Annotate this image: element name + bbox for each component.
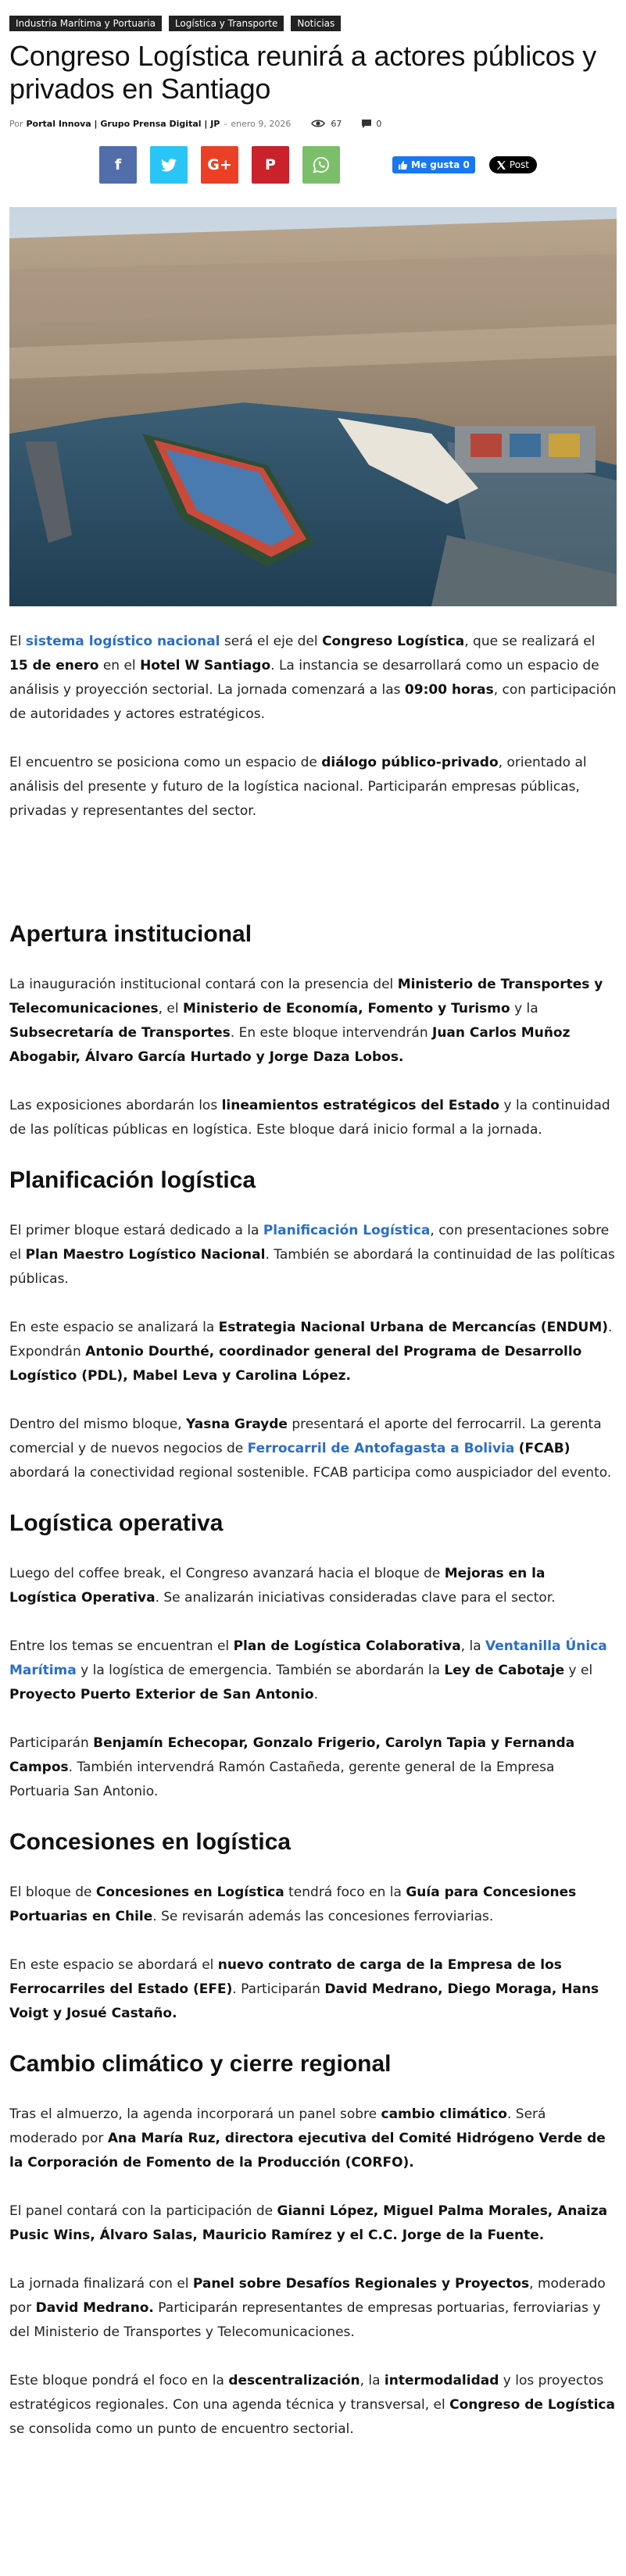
facebook-like-button[interactable]	[392, 156, 475, 173]
author-link[interactable]: Portal Innova | Grupo Prensa Digital | JP	[26, 118, 220, 129]
facebook-share-button[interactable]	[99, 146, 137, 184]
publish-date: enero 9, 2026	[231, 118, 292, 129]
category-tag[interactable]: Noticias	[291, 16, 341, 31]
x-post-button[interactable]	[489, 156, 537, 173]
paragraph: El bloque de Concesiones en Logística tendrá foco en la Guía para Concesiones Portuarias en Chile. Se revisarán además las concesiones ferroviarias.	[9, 1885, 577, 1924]
paragraph: En este espacio se analizará la Estrategia Nacional Urbana de Mercancías (ENDUM). Expondrán Antonio Dourthé, coordinador general del Programa de Desarrollo Logístico (PDL), Mabel Leva y Carolina López.	[9, 1320, 613, 1384]
section-heading: Planificación logística	[9, 1167, 256, 1193]
by-label: Por	[9, 118, 23, 129]
port-aerial-image	[9, 207, 617, 606]
paragraph: Participarán Benjamín Echecopar, Gonzalo Frigerio, Carolyn Tapia y Fernanda Campos. También intervendrá Ramón Castañeda, gerente general de la Empresa Portuaria San Antonio.	[9, 1735, 575, 1799]
paragraph: El sistema logístico nacional será el eje del Congreso Logística, que se realizará el 15 de enero en el Hotel W Santiago. La instancia se desarrollará como un espacio de análisis y proyección sectorial. La jornada comenzará a las 09:00 horas, con participación de autoridades y actores estratégicos.	[9, 634, 617, 722]
googleplus-icon: G+	[207, 156, 232, 173]
paragraph: Tras el almuerzo, la agenda incorporará un panel sobre cambio climático. Será moderado por Ana María Ruz, directora ejecutiva del Comité Hidrógeno Verde de la Corporación de Fomento de la Producción (CORFO).	[9, 2106, 606, 2170]
inline-link[interactable]: sistema logístico nacional	[25, 634, 220, 649]
comments-count: 0	[376, 118, 382, 129]
eye-icon	[311, 119, 325, 128]
whatsapp-icon	[313, 156, 330, 173]
category-tags	[9, 0, 617, 31]
inline-link[interactable]: Ferrocarril de Antofagasta a Bolivia	[247, 1441, 515, 1456]
paragraph: El primer bloque estará dedicado a la Planificación Logística, con presentaciones sobre el Plan Maestro Logístico Nacional. También se abordará la continuidad de las políticas públicas.	[9, 1223, 615, 1287]
like-label: Me gusta 0	[411, 159, 470, 170]
whatsapp-share-button[interactable]	[302, 146, 340, 184]
section-heading: Concesiones en logística	[9, 1829, 292, 1855]
paragraph: La inauguración institucional contará con la presencia del Ministerio de Transportes y Telecomunicaciones, el Ministerio de Economía, Fomento y Turismo y la Subsecretaría de Transportes. En este bloque intervendrán Juan Carlos Muñoz Abogabir, Álvaro García Hurtado y Jorge Daza Lobos.	[9, 977, 603, 1065]
pinterest-share-button[interactable]	[252, 146, 289, 184]
x-logo-icon	[497, 161, 506, 170]
article-meta	[9, 116, 617, 130]
paragraph: Dentro del mismo bloque, Yasna Grayde presentará el aporte del ferrocarril. La gerenta comercial y de nuevos negocios de Ferrocarril de Antofagasta a Bolivia (FCAB) abordará la conectividad regional sostenible. FCAB participa como auspiciador del evento.	[9, 1417, 612, 1481]
inline-link[interactable]: Ventanilla Única Marítima	[9, 1638, 607, 1678]
facebook-icon: f	[114, 156, 122, 173]
category-tag[interactable]: Logística y Transporte	[169, 16, 284, 31]
article-title: Congreso Logística reunirá a actores públicos y privados en Santiago	[9, 40, 597, 105]
section-heading: Logística operativa	[9, 1510, 224, 1536]
comment-icon	[362, 120, 371, 128]
inline-link[interactable]: Planificación Logística	[263, 1223, 431, 1238]
views-counter	[311, 119, 342, 129]
share-bar	[9, 146, 617, 184]
category-tag[interactable]: Industria Marítima y Portuaria	[9, 16, 162, 31]
thumbs-up-icon	[399, 161, 407, 170]
paragraph: Este bloque pondrá el foco en la descentralización, la intermodalidad y los proyectos estratégicos regionales. Con una agenda técnica y transversal, el Congreso de Logística se consolida como un punto de encuentro sectorial.	[9, 2373, 615, 2437]
pinterest-icon: P	[265, 156, 276, 173]
paragraph: Luego del coffee break, el Congreso avanzará hacia el bloque de Mejoras en la Logística Operativa. Se analizarán iniciativas consideradas clave para el sector.	[9, 1566, 556, 1606]
views-count: 67	[331, 118, 342, 129]
spacer	[9, 848, 617, 920]
section-heading: Apertura institucional	[9, 921, 252, 947]
paragraph: Las exposiciones abordarán los lineamientos estratégicos del Estado y la continuidad de las políticas públicas en logística. Este bloque dará inicio formal a la jornada.	[9, 1098, 610, 1138]
paragraph: El encuentro se posiciona como un espacio de diálogo público-privado, orientado al análisis del presente y futuro de la logística nacional. Participarán empresas públicas, privadas y representantes del sector.	[9, 755, 587, 819]
paragraph: En este espacio se abordará el nuevo contrato de carga de la Empresa de los Ferrocarriles del Estado (EFE). Participarán David Medrano, Diego Moraga, Hans Voigt y Josué Castaño.	[9, 1957, 599, 2021]
comments-counter[interactable]	[362, 119, 381, 129]
paragraph: Entre los temas se encuentran el Plan de Logística Colaborativa, la Ventanilla Única Marítima y la logística de emergencia. También se abordarán la Ley de Cabotaje y el Proyecto Puerto Exterior de San Antonio.	[9, 1638, 607, 1702]
meta-separator: -	[224, 118, 227, 129]
twitter-share-button[interactable]	[150, 146, 188, 184]
twitter-icon	[161, 159, 177, 172]
paragraph: La jornada finalizará con el Panel sobre Desafíos Regionales y Proyectos, moderado por David Medrano. Participarán representantes de empresas portuarias, ferroviarias y del Ministerio de Transportes y Telecomunicaciones.	[9, 2276, 606, 2340]
section-heading: Cambio climático y cierre regional	[9, 2051, 392, 2077]
post-label: Post	[509, 159, 530, 170]
article-body	[9, 630, 617, 2442]
paragraph: El panel contará con la participación de Gianni López, Miguel Palma Morales, Anaiza Pusic Wins, Álvaro Salas, Mauricio Ramírez y el C.C. Jorge de la Fuente.	[9, 2203, 608, 2243]
googleplus-share-button[interactable]	[201, 146, 238, 184]
hero-image	[9, 207, 617, 606]
